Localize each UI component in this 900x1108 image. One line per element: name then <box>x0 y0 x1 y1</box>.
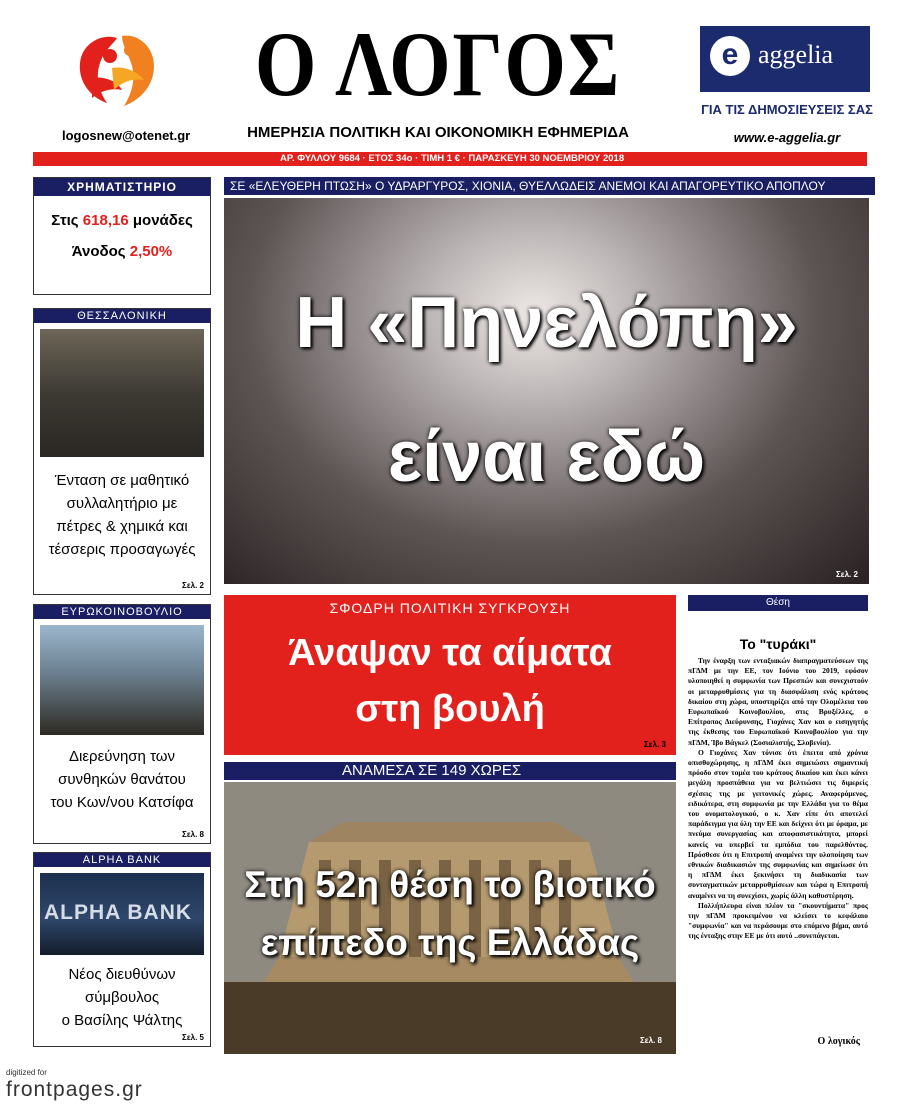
lead-page-ref: Σελ. 2 <box>836 570 858 579</box>
contact-email: logosnew@otenet.gr <box>62 128 191 143</box>
headline-line: Διερεύνηση των <box>69 748 175 765</box>
story-alpha-bank[interactable] <box>33 852 211 1047</box>
alpha-bank-photo <box>40 873 204 955</box>
ad-url[interactable]: www.e-aggelia.gr <box>733 130 841 145</box>
issue-info: ΑΡ. ΦΥΛΛΟΥ 9684 · ΕΤΟΣ 34ο · ΤΙΜΗ 1 € · ΠΑΡΑΣΚΕΥΗ 30 ΝΟΕΜΒΡΙΟΥ 2018 <box>280 153 625 164</box>
page-ref: Σελ. 8 <box>182 830 204 839</box>
opinion-signature: Ο λογικός <box>817 1036 860 1047</box>
story-headline <box>34 745 210 814</box>
e-aggelia-logo-text: aggelia <box>758 40 834 69</box>
opinion-paragraph: Πολλήπλευρα είναι πλέον τα "σκουντήματα" προς την πΓΔΜ προκειμένου να κλείσει το κεφάλαιο "συμφωνία" και να περάσουμε στο επόμενο βήμα, αυτό της ένταξης στην ΕΕ με ότι αυτό ..συνεπάγεται. <box>688 900 868 941</box>
newspaper-masthead: Ο ΛΟΓΟΣ <box>254 13 622 115</box>
index-value-line <box>34 212 210 229</box>
section-label: ALPHA BANK <box>34 853 210 867</box>
story-thessaloniki[interactable] <box>33 308 211 595</box>
headline-line: του Κων/νου Κατσίφα <box>50 794 194 811</box>
politics-kicker: ΣΦΟΔΡΗ ΠΟΛΙΤΙΚΗ ΣΥΓΚΡΟΥΣΗ <box>329 600 571 616</box>
living-headline-line2[interactable]: επίπεδο της Ελλάδας <box>260 922 640 963</box>
logo-figures-icon <box>62 28 172 118</box>
section-label: ΘΕΣΣΑΛΟΝΙΚΗ <box>34 309 210 323</box>
opinion-title[interactable]: Το "τυράκι" <box>739 636 817 652</box>
opinion-section: Θέση <box>688 595 868 611</box>
headline-line: τέσσερις προσαγωγές <box>48 541 196 558</box>
headline-line: πέτρες & χημικά και <box>56 518 188 535</box>
digitized-note: digitized for <box>6 1068 47 1077</box>
section-label: ΕΥΡΩΚΟΙΝΟΒΟΥΛΙΟ <box>34 605 210 619</box>
man-portrait-photo <box>40 625 204 735</box>
politics-headline-line2[interactable]: στη βουλή <box>355 688 545 730</box>
opinion-body <box>688 656 868 942</box>
story-european-parliament[interactable] <box>33 604 211 844</box>
headline-line: σύμβουλος <box>84 989 160 1006</box>
headline-line: συλλαλητήριο με <box>66 495 178 512</box>
index-change-line <box>34 243 210 260</box>
page-ref: Σελ. 5 <box>182 1033 204 1042</box>
story-headline <box>34 469 210 561</box>
politics-page-ref: Σελ. 3 <box>644 740 666 749</box>
lead-headline-line2[interactable]: είναι εδώ <box>387 417 706 497</box>
bank-sign: ALPHA BANK <box>44 901 193 924</box>
e-aggelia-logo-icon: e <box>710 36 750 76</box>
headline-line: Ένταση σε μαθητικό <box>54 472 190 489</box>
lead-kicker: ΣΕ «ΕΛΕΥΘΕΡΗ ΠΤΩΣΗ» Ο ΥΔΡΑΡΓΥΡΟΣ, ΧΙΟΝΙΑ, ΘΥΕΛΛΩΔΕΙΣ ΑΝΕΜΟΙ ΚΑΙ ΑΠΑΓΟΡΕΥΤΙΚΟ ΑΠΟΠΛΟΥ <box>224 177 875 195</box>
frontpages-watermark[interactable]: frontpages.gr <box>6 1078 143 1101</box>
lead-headline-line1[interactable]: Η «Πηνελόπη» <box>295 283 798 363</box>
change-prefix: Άνοδος <box>71 243 126 260</box>
living-page-ref: Σελ. 8 <box>640 1036 662 1045</box>
index-value: 618,16 <box>82 212 129 229</box>
newspaper-subtitle: ΗΜΕΡΗΣΙΑ ΠΟΛΙΤΙΚΗ ΚΑΙ ΟΙΚΟΝΟΜΙΚΗ ΕΦΗΜΕΡΙΔΑ <box>247 124 629 141</box>
index-prefix: Στις <box>51 212 79 229</box>
protest-photo <box>40 329 204 457</box>
politics-headline-line1[interactable]: Άναψαν τα αίματα <box>288 632 612 674</box>
living-kicker: ΑΝΑΜΕΣΑ ΣΕ 149 ΧΩΡΕΣ <box>342 762 522 779</box>
stock-exchange-title: ΧΡΗΜΑΤΙΣΤΗΡΙΟ <box>34 178 210 196</box>
living-headline-line1[interactable]: Στη 52η θέση το βιοτικό <box>244 864 656 905</box>
change-value: 2,50% <box>129 243 173 260</box>
snow-forest-photo[interactable] <box>224 198 869 584</box>
page-ref: Σελ. 2 <box>182 581 204 590</box>
ad-tagline: ΓΙΑ ΤΙΣ ΔΗΜΟΣΙΕΥΣΕΙΣ ΣΑΣ <box>701 102 873 117</box>
index-suffix: μονάδες <box>132 212 193 229</box>
headline-line: ο Βασίλης Ψάλτης <box>61 1012 183 1029</box>
parthenon-photo[interactable] <box>224 782 676 1054</box>
opinion-paragraph: Την έναρξη των ενταξιακών διαπραγματεύσεων της πΓΔΜ με την ΕΕ, τον Ιούνιο του 2019, εφόσον υλοποιηθεί η συμφωνία των Πρεσπών και συνεχιστούν οι μεταρρυθμίσεις για τη διασφάλιση ενός κράτους δικαίου στη χώρα, υποστηρίζει από την Ολομέλεια του Ευρωπαϊκού Κοινοβουλίου, στις Βρυξέλλες, ο Επίτροπος Διεύρυνσης, Γιοχάνες Χαν και ο εισηγητής της έκθεσης του Ευρωπαϊκού Κοινοβουλίου για την πΓΔΜ, Ίβο Βάγκελ (Σοσιαλιστής, Σλοβενία). <box>688 656 868 747</box>
story-headline <box>34 963 210 1032</box>
opinion-paragraph: Ο Γιοχάνες Χαν τόνισε ότι έπειτα από χρόνια οπισθοχώρησης, η πΓΔΜ έκει σημειώσει σημαντική πρόοδο στον τομέα του κράτους δικαίου και έκει κάνει μεγάλη προσπάθεια για να βελτιώσει τις διμερείς σχέσεις της με γειτονικές χώρες. Αναφερόμενος, ειδικότερα, στη συμφωνία με την Ελλάδα για το θέμα του ονοματολογικού, ο κ. Χαν είπε ότι αποτελεί παράδειγμα για όλη την ΕΕ και δείχνει ότι με όραμα, με πνεύμα συνεργασίας και αποφασιστικότητα, μπορεί κανείς να υπερβεί τα εμπόδια του παρελθόντος. Πρόσθεσε ότι η Επιτροπή αναμένει την υλοποίηση των εθνικών διαδικασιών της συμφωνίας και σημείωσε ότι η πΓΔΜ έκει ξεκινήσει τη διαδικασία των συνταγματικών μεταρρυθμίσεων και τώρα η Επιτροπή αναμένει να τη συνεχίσει, χωρίς άλλη καθυστέρηση. <box>688 747 868 900</box>
stock-exchange-box <box>33 177 211 295</box>
headline-line: Νέος διευθύνων <box>68 966 176 983</box>
headline-line: συνθηκών θανάτου <box>58 771 186 788</box>
